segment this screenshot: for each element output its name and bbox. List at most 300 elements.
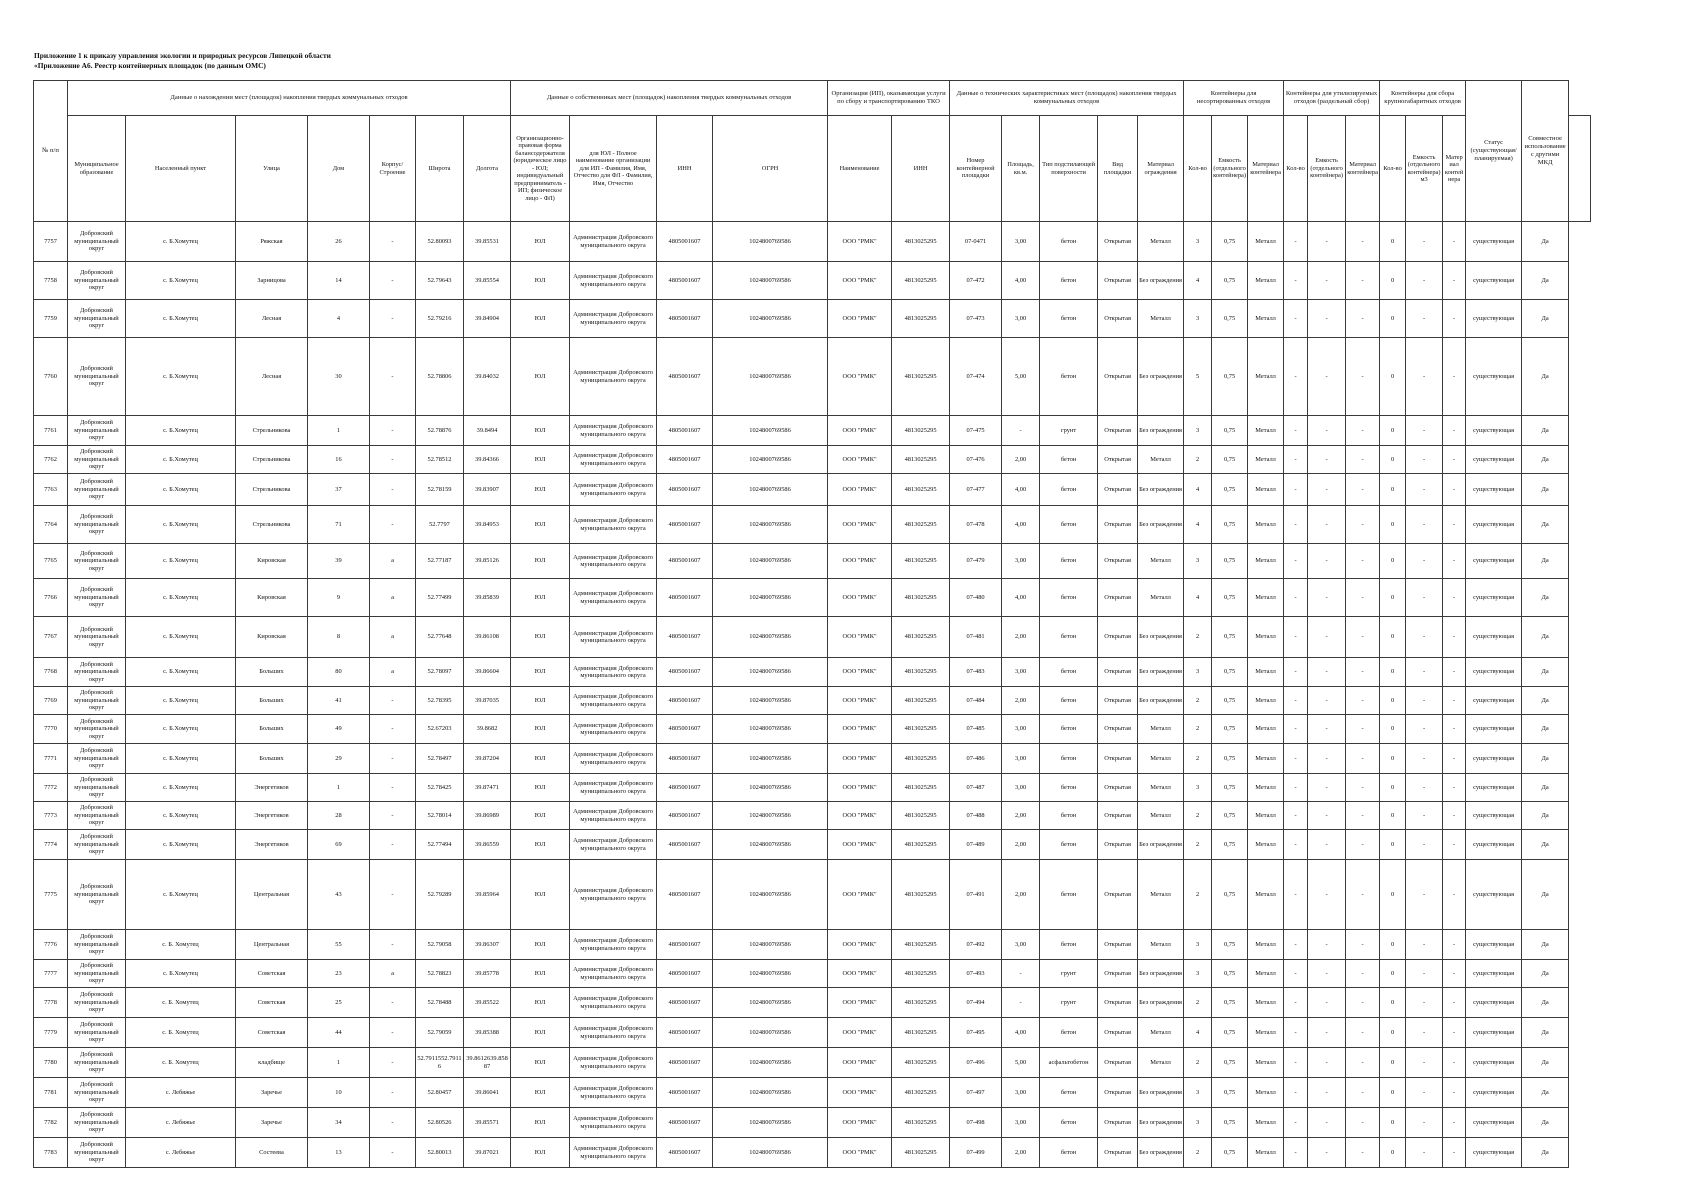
table-cell: 7777 [34, 960, 68, 988]
table-cell: Открытая [1098, 1048, 1138, 1078]
table-cell: 4805001607 [657, 1138, 713, 1168]
table-row [34, 617, 1591, 658]
group-header-technical: Данные о технических характеристиках мест (площадок) накопления твердых коммунальных отходов [950, 81, 1184, 116]
table-cell: 07-499 [950, 1138, 1002, 1168]
table-cell: 0 [1380, 744, 1406, 774]
table-cell: Администрация Добровского муниципального округа [570, 988, 657, 1018]
table-cell: существующая [1466, 338, 1522, 416]
table-cell: - [1346, 1108, 1380, 1138]
table-cell: бетон [1040, 830, 1098, 860]
table-cell: - [1346, 860, 1380, 930]
table-cell: 4805001607 [657, 262, 713, 300]
table-cell: 07-475 [950, 416, 1002, 446]
table-cell: 1024800769586 [713, 715, 828, 744]
table-cell: - [1308, 658, 1346, 687]
table-cell: ЮЛ [511, 262, 570, 300]
table-cell: Открытая [1098, 222, 1138, 262]
table-cell: - [1284, 300, 1308, 338]
table-cell: 4813025295 [892, 300, 950, 338]
table-cell: 4805001607 [657, 1048, 713, 1078]
table-cell: Администрация Добровского муниципального округа [570, 715, 657, 744]
table-cell: - [370, 338, 416, 416]
table-cell: существующая [1466, 300, 1522, 338]
table-cell: 7757 [34, 222, 68, 262]
table-cell: 3,00 [1002, 774, 1040, 802]
table-cell: 4813025295 [892, 715, 950, 744]
table-cell: Да [1522, 338, 1569, 416]
table-cell: Советская [236, 988, 308, 1018]
table-cell: - [1308, 222, 1346, 262]
table-cell: 4805001607 [657, 960, 713, 988]
table-cell: 43 [308, 860, 370, 930]
table-cell: - [1308, 1018, 1346, 1048]
table-cell: бетон [1040, 617, 1098, 658]
table-cell: 55 [308, 930, 370, 960]
table-cell: Без ограждения [1138, 960, 1184, 988]
table-cell: 2,00 [1002, 687, 1040, 715]
col-header: ОГРН [713, 116, 828, 222]
table-cell: - [1284, 744, 1308, 774]
table-cell: - [370, 222, 416, 262]
document-header [34, 51, 331, 71]
table-cell: 52.7797 [416, 506, 464, 544]
table-cell: грунт [1040, 416, 1098, 446]
table-cell: Металл [1248, 338, 1284, 416]
table-cell: 7769 [34, 687, 68, 715]
table-cell: 7771 [34, 744, 68, 774]
table-cell: 2 [1184, 687, 1212, 715]
table-cell: Металл [1248, 222, 1284, 262]
table-cell: - [1406, 579, 1443, 617]
table-cell: - [1443, 1108, 1466, 1138]
table-cell: бетон [1040, 222, 1098, 262]
table-cell: 7780 [34, 1048, 68, 1078]
table-cell: 1 [308, 774, 370, 802]
table-cell: - [1284, 617, 1308, 658]
table-cell: Добровский муниципальный округ [68, 774, 126, 802]
table-cell: 3 [1184, 544, 1212, 579]
table-cell: Да [1522, 579, 1569, 617]
table-cell: 1024800769586 [713, 1108, 828, 1138]
table-cell: 07-472 [950, 262, 1002, 300]
table-cell: 2,00 [1002, 617, 1040, 658]
table-cell: 52.79643 [416, 262, 464, 300]
table-cell: 52.77648 [416, 617, 464, 658]
table-cell: - [1443, 774, 1466, 802]
table-cell: - [1406, 338, 1443, 416]
table-cell: - [1346, 687, 1380, 715]
table-cell: бетон [1040, 1138, 1098, 1168]
table-cell: - [1308, 617, 1346, 658]
table-cell: Добровский муниципальный округ [68, 830, 126, 860]
table-cell: существующая [1466, 544, 1522, 579]
table-cell: Лесная [236, 338, 308, 416]
table-cell: - [1346, 715, 1380, 744]
table-cell: Больших [236, 687, 308, 715]
table-cell: 3,00 [1002, 222, 1040, 262]
table-cell: ООО "РМК" [828, 687, 892, 715]
table-cell: существующая [1466, 474, 1522, 506]
table-cell: с. Б.Хомутец [126, 579, 236, 617]
table-cell: 69 [308, 830, 370, 860]
table-cell: Добровский муниципальный округ [68, 860, 126, 930]
table-cell: - [1406, 830, 1443, 860]
table-cell: - [1406, 774, 1443, 802]
table-cell: 52.78014 [416, 802, 464, 830]
table-cell: асфальтобетон [1040, 1048, 1098, 1078]
table-cell: Открытая [1098, 744, 1138, 774]
table-cell: 0,75 [1212, 988, 1248, 1018]
table-cell: Открытая [1098, 960, 1138, 988]
table-cell: Администрация Добровского муниципального округа [570, 222, 657, 262]
table-cell: ООО "РМК" [828, 338, 892, 416]
table-cell: Металл [1248, 930, 1284, 960]
table-cell: - [1346, 1078, 1380, 1108]
table-cell: - [1346, 222, 1380, 262]
table-cell: 4 [1184, 579, 1212, 617]
table-cell: - [1346, 446, 1380, 474]
table-cell: Администрация Добровского муниципального округа [570, 860, 657, 930]
table-cell: 52.79059 [416, 1018, 464, 1048]
table-cell: 4,00 [1002, 506, 1040, 544]
table-cell: 52.79058 [416, 930, 464, 960]
table-cell: грунт [1040, 960, 1098, 988]
table-cell: - [1406, 802, 1443, 830]
table-cell: Да [1522, 262, 1569, 300]
table-cell: - [1284, 830, 1308, 860]
table-cell: 07-496 [950, 1048, 1002, 1078]
table-cell: ЮЛ [511, 658, 570, 687]
table-cell: с. Б. Хомутец [126, 1048, 236, 1078]
table-cell: Без ограждения [1138, 262, 1184, 300]
table-cell: ООО "РМК" [828, 617, 892, 658]
table-cell: - [1443, 1048, 1466, 1078]
table-cell: - [1308, 338, 1346, 416]
table-cell: ООО "РМК" [828, 988, 892, 1018]
col-header: Тип подстилающей поверхности [1040, 116, 1098, 222]
table-cell: 7764 [34, 506, 68, 544]
table-cell: Добровский муниципальный округ [68, 617, 126, 658]
group-header-bulky-containers: Контейнеры для сбора крупногабаритных отходов [1380, 81, 1466, 116]
table-cell: 52.77187 [416, 544, 464, 579]
table-cell: 0 [1380, 474, 1406, 506]
table-cell: 4813025295 [892, 1078, 950, 1108]
table-cell: 52.79289 [416, 860, 464, 930]
table-cell: - [1308, 930, 1346, 960]
table-cell: ЮЛ [511, 860, 570, 930]
table-cell: Добровский муниципальный округ [68, 300, 126, 338]
table-cell: 3,00 [1002, 930, 1040, 960]
table-cell: 16 [308, 446, 370, 474]
table-cell: 52.80013 [416, 1138, 464, 1168]
table-cell: 0 [1380, 222, 1406, 262]
table-cell: 7778 [34, 988, 68, 1018]
table-cell: 0,75 [1212, 744, 1248, 774]
table-cell: Без ограждения [1138, 506, 1184, 544]
table-cell: 14 [308, 262, 370, 300]
table-cell: 52.77494 [416, 830, 464, 860]
table-cell: ООО "РМК" [828, 658, 892, 687]
table-cell: 07-483 [950, 658, 1002, 687]
table-cell: 4805001607 [657, 830, 713, 860]
table-cell: 0,75 [1212, 860, 1248, 930]
table-cell: 0,75 [1212, 544, 1248, 579]
table-cell: 7774 [34, 830, 68, 860]
table-cell: 52.78488 [416, 988, 464, 1018]
table-cell: 3 [1184, 222, 1212, 262]
table-cell: Открытая [1098, 715, 1138, 744]
table-cell: 4805001607 [657, 1078, 713, 1108]
table-cell: - [1284, 860, 1308, 930]
table-cell: 0,75 [1212, 687, 1248, 715]
table-cell: - [1284, 774, 1308, 802]
table-cell: 0 [1380, 930, 1406, 960]
table-cell: Добровский муниципальный округ [68, 988, 126, 1018]
table-cell: существующая [1466, 960, 1522, 988]
table-cell: Металл [1248, 617, 1284, 658]
table-cell: с. Б.Хомутец [126, 960, 236, 988]
table-cell: 7760 [34, 338, 68, 416]
table-cell: 52.78806 [416, 338, 464, 416]
table-cell: ЮЛ [511, 715, 570, 744]
table-cell: - [370, 744, 416, 774]
table-cell: Открытая [1098, 1108, 1138, 1138]
table-cell: Администрация Добровского муниципального округа [570, 544, 657, 579]
table-cell: Без ограждения [1138, 830, 1184, 860]
table-cell: 0 [1380, 1078, 1406, 1108]
col-header: Муниципальное образование [68, 116, 126, 222]
table-cell: 52.78512 [416, 446, 464, 474]
table-cell: 0,75 [1212, 658, 1248, 687]
table-cell: 7759 [34, 300, 68, 338]
table-cell: 1024800769586 [713, 474, 828, 506]
table-cell: Администрация Добровского муниципального округа [570, 1018, 657, 1048]
table-cell: 1024800769586 [713, 338, 828, 416]
table-cell: - [1308, 960, 1346, 988]
table-cell: Лесная [236, 300, 308, 338]
table-cell: - [1443, 617, 1466, 658]
table-cell: существующая [1466, 830, 1522, 860]
table-cell: - [1308, 446, 1346, 474]
table-cell: 0,75 [1212, 338, 1248, 416]
table-cell: Металл [1248, 1108, 1284, 1138]
table-cell: 4813025295 [892, 802, 950, 830]
table-row [34, 544, 1591, 579]
table-cell: Металл [1138, 774, 1184, 802]
table-cell: 07-481 [950, 617, 1002, 658]
table-cell: 7758 [34, 262, 68, 300]
table-cell: Открытая [1098, 506, 1138, 544]
table-cell: Открытая [1098, 262, 1138, 300]
table-cell: Металл [1248, 579, 1284, 617]
table-cell: Да [1522, 960, 1569, 988]
table-cell: Да [1522, 446, 1569, 474]
table-cell: 4813025295 [892, 744, 950, 774]
table-cell: Металл [1138, 860, 1184, 930]
table-cell: с. Б.Хомутец [126, 744, 236, 774]
table-cell: Администрация Добровского муниципального округа [570, 930, 657, 960]
table-cell: - [1346, 960, 1380, 988]
table-cell: а [370, 579, 416, 617]
table-cell: ЮЛ [511, 960, 570, 988]
table-cell: Металл [1248, 1048, 1284, 1078]
col-header: Корпус/Строение [370, 116, 416, 222]
table-cell: 52.7911552.79116 [416, 1048, 464, 1078]
table-cell: Да [1522, 830, 1569, 860]
table-cell: с. Б.Хомутец [126, 658, 236, 687]
table-cell: 0 [1380, 544, 1406, 579]
table-cell: Администрация Добровского муниципального округа [570, 830, 657, 860]
col-header: Емкость (отдельного контейнера) [1212, 116, 1248, 222]
table-cell: 4813025295 [892, 960, 950, 988]
table-cell: Да [1522, 416, 1569, 446]
table-cell: 3 [1184, 300, 1212, 338]
table-cell: - [1443, 802, 1466, 830]
table-cell: 1024800769586 [713, 744, 828, 774]
table-cell: 0,75 [1212, 1048, 1248, 1078]
table-cell: 3,00 [1002, 715, 1040, 744]
table-cell: 2,00 [1002, 802, 1040, 830]
table-cell: 4813025295 [892, 1138, 950, 1168]
table-cell: Металл [1248, 1138, 1284, 1168]
table-cell: 0 [1380, 506, 1406, 544]
table-cell: с. Лебяжье [126, 1138, 236, 1168]
table-cell: 39.84366 [464, 446, 511, 474]
table-cell: ЮЛ [511, 774, 570, 802]
table-cell: - [1443, 687, 1466, 715]
table-cell: Добровский муниципальный округ [68, 658, 126, 687]
table-row [34, 715, 1591, 744]
table-cell: Больших [236, 744, 308, 774]
table-cell: Да [1522, 474, 1569, 506]
table-cell: 39.85126 [464, 544, 511, 579]
registry-table-body [34, 222, 1591, 1168]
table-cell: - [1406, 617, 1443, 658]
table-cell: 07-497 [950, 1078, 1002, 1108]
table-cell: существующая [1466, 416, 1522, 446]
table-cell: Да [1522, 715, 1569, 744]
table-cell: ООО "РМК" [828, 744, 892, 774]
col-header: Вид площадки [1098, 116, 1138, 222]
table-cell: - [1406, 1138, 1443, 1168]
table-cell: 4 [308, 300, 370, 338]
table-cell: 07-0471 [950, 222, 1002, 262]
table-cell: Администрация Добровского муниципального округа [570, 579, 657, 617]
table-cell: 4813025295 [892, 1108, 950, 1138]
table-cell: ЮЛ [511, 830, 570, 860]
table-cell: - [1406, 687, 1443, 715]
table-cell: 4813025295 [892, 262, 950, 300]
table-cell: Ряжская [236, 222, 308, 262]
table-cell: Администрация Добровского муниципального округа [570, 300, 657, 338]
table-cell: существующая [1466, 687, 1522, 715]
table-cell: ЮЛ [511, 687, 570, 715]
col-header-number: № п/п [34, 81, 68, 222]
table-cell: ООО "РМК" [828, 1018, 892, 1048]
table-cell: 4805001607 [657, 930, 713, 960]
table-cell: 0 [1380, 300, 1406, 338]
table-cell: 3,00 [1002, 1078, 1040, 1108]
table-cell: - [1284, 474, 1308, 506]
table-cell: 07-487 [950, 774, 1002, 802]
table-cell: Добровский муниципальный округ [68, 1138, 126, 1168]
table-cell: Без ограждения [1138, 1078, 1184, 1108]
table-cell: 07-473 [950, 300, 1002, 338]
table-cell: - [1308, 544, 1346, 579]
table-cell: а [370, 544, 416, 579]
table-cell: Добровский муниципальный округ [68, 222, 126, 262]
table-cell: 0,75 [1212, 617, 1248, 658]
table-cell: Металл [1248, 474, 1284, 506]
table-cell: Администрация Добровского муниципального округа [570, 744, 657, 774]
table-cell: ООО "РМК" [828, 474, 892, 506]
table-cell: Металл [1248, 1018, 1284, 1048]
table-cell: 34 [308, 1108, 370, 1138]
table-cell: существующая [1466, 802, 1522, 830]
table-row [34, 338, 1591, 416]
table-row [34, 474, 1591, 506]
table-cell: 4805001607 [657, 988, 713, 1018]
table-cell: - [1308, 579, 1346, 617]
table-cell: с. Б.Хомутец [126, 300, 236, 338]
table-cell: бетон [1040, 687, 1098, 715]
table-cell: 4813025295 [892, 930, 950, 960]
table-cell: - [1443, 474, 1466, 506]
table-cell: 39.85522 [464, 988, 511, 1018]
table-cell: 30 [308, 338, 370, 416]
table-cell: - [1284, 658, 1308, 687]
table-cell: - [1406, 222, 1443, 262]
table-cell: 4805001607 [657, 338, 713, 416]
table-cell: с. Б.Хомутец [126, 617, 236, 658]
table-cell: - [1284, 416, 1308, 446]
table-cell: 4805001607 [657, 222, 713, 262]
table-cell: Да [1522, 930, 1569, 960]
table-cell: Стрельникова [236, 474, 308, 506]
table-cell: с. Б.Хомутец [126, 715, 236, 744]
table-cell: ЮЛ [511, 1108, 570, 1138]
table-cell: 44 [308, 1018, 370, 1048]
table-cell: - [370, 774, 416, 802]
table-cell: - [1346, 300, 1380, 338]
table-cell: бетон [1040, 338, 1098, 416]
table-cell: 2 [1184, 1048, 1212, 1078]
table-cell: Металл [1248, 416, 1284, 446]
table-row [34, 222, 1591, 262]
table-cell: - [1346, 802, 1380, 830]
table-cell: 2 [1184, 617, 1212, 658]
table-cell: Стрельникова [236, 506, 308, 544]
table-cell: Заречье [236, 1108, 308, 1138]
table-cell: - [1346, 774, 1380, 802]
table-cell: бетон [1040, 446, 1098, 474]
table-cell: 2 [1184, 830, 1212, 860]
table-cell: 1 [308, 1048, 370, 1078]
col-header: Наименование [828, 116, 892, 222]
table-cell: ЮЛ [511, 300, 570, 338]
table-cell: 1024800769586 [713, 617, 828, 658]
table-cell: Добровский муниципальный округ [68, 687, 126, 715]
col-header: Емкость (отдельного контейнера) [1308, 116, 1346, 222]
table-cell: Добровский муниципальный округ [68, 416, 126, 446]
table-cell: Центральная [236, 860, 308, 930]
col-header: Широта [416, 116, 464, 222]
table-cell: 52.78159 [416, 474, 464, 506]
table-cell: ООО "РМК" [828, 715, 892, 744]
table-cell: существующая [1466, 1108, 1522, 1138]
table-cell: Без ограждения [1138, 338, 1184, 416]
table-cell: Да [1522, 802, 1569, 830]
